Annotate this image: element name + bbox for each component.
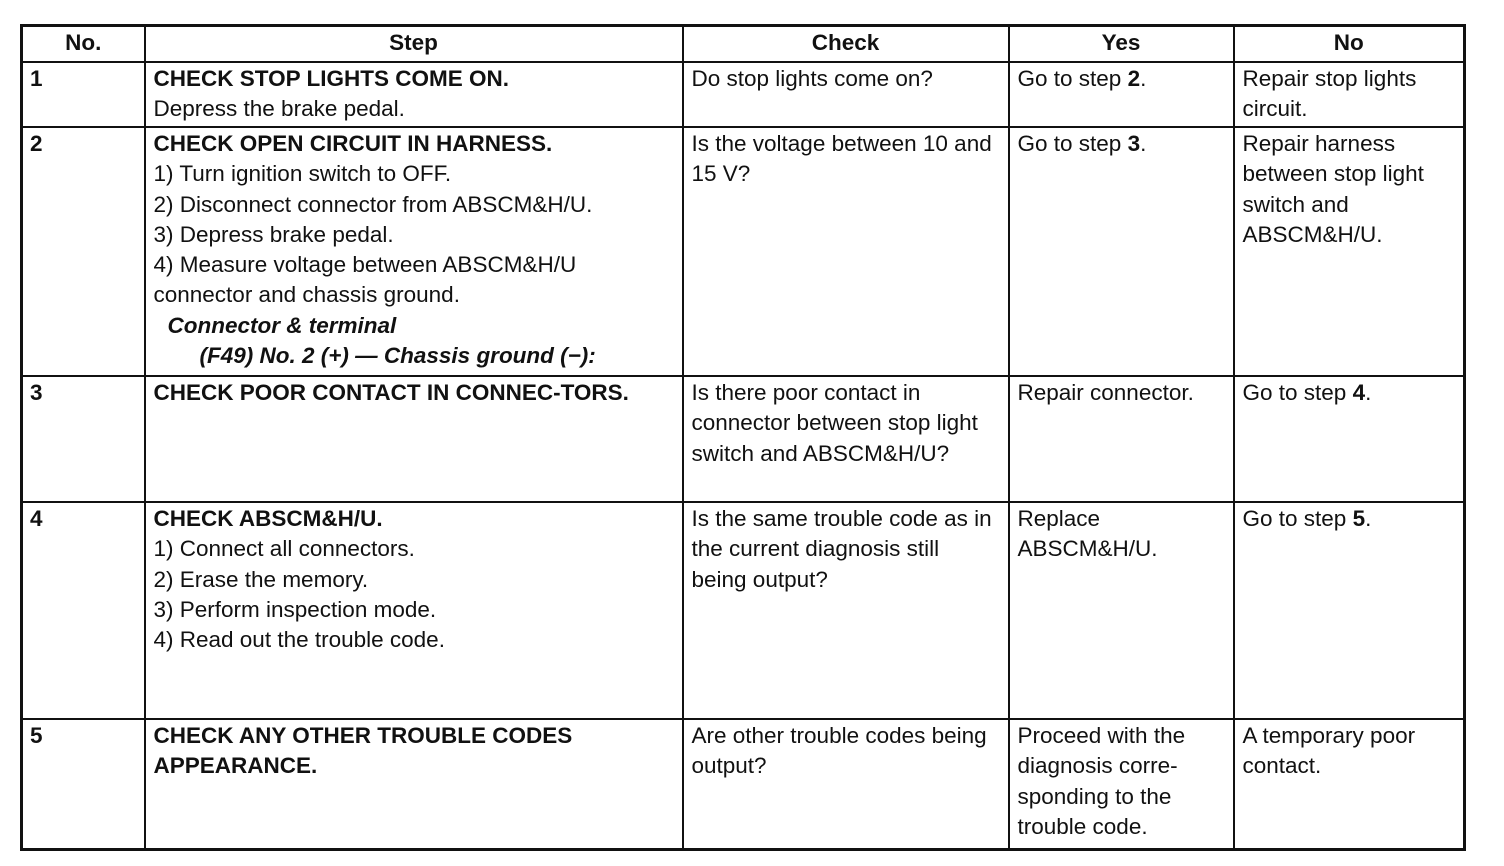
yes-cell: [1009, 127, 1234, 376]
step-line: 4) Read out the trouble code.: [153, 627, 445, 653]
header-check: Check: [683, 26, 1009, 63]
step-line: Depress the brake pedal.: [153, 96, 405, 122]
step-cell: [145, 376, 683, 502]
diagnosis-table: [20, 24, 1466, 851]
step-line: 3) Depress brake pedal.: [153, 221, 394, 247]
no-cell: Repair harness between stop light switch and ABSCM&H/U.: [1234, 127, 1465, 376]
step-title: CHECK ANY OTHER TROUBLE CODES APPEARANCE.: [153, 723, 573, 779]
no-cell: [1234, 376, 1465, 502]
table-row: [22, 719, 1465, 849]
step-cell: [145, 127, 683, 376]
step-line: 2) Disconnect connector from ABSCM&H/U.: [153, 191, 593, 217]
yes-text: Go to step: [1017, 131, 1128, 156]
no-cell: Repair stop lights circuit.: [1234, 62, 1465, 127]
step-cell: [145, 502, 683, 719]
check-cell: Do stop lights come on?: [683, 62, 1009, 127]
yes-cell: Proceed with the diagnosis corre-sponding to the trouble code.: [1009, 719, 1234, 849]
table-row: [22, 502, 1465, 719]
connector-value: (F49) No. 2 (+) — Chassis ground (−):: [199, 343, 596, 369]
step-title: CHECK POOR CONTACT IN CONNEC-TORS.: [153, 380, 629, 405]
header-no-result: No: [1234, 26, 1465, 63]
check-cell: Is the voltage between 10 and 15 V?: [683, 127, 1009, 376]
step-cell: [145, 719, 683, 849]
step-line: 4) Measure voltage between ABSCM&H/U connector and chassis ground.: [153, 252, 577, 308]
step-number: 5: [22, 719, 145, 849]
header-step: Step: [145, 26, 683, 63]
step-title: CHECK OPEN CIRCUIT IN HARNESS.: [153, 131, 553, 156]
no-cell: [1234, 502, 1465, 719]
no-end: .: [1365, 506, 1372, 531]
no-cell: A temporary poor contact.: [1234, 719, 1465, 849]
header-yes: Yes: [1009, 26, 1234, 63]
step-line: 2) Erase the memory.: [153, 566, 369, 592]
check-cell: Is the same trouble code as in the current diagnosis still being output?: [683, 502, 1009, 719]
step-cell: [145, 62, 683, 127]
check-cell: Are other trouble codes being output?: [683, 719, 1009, 849]
check-cell: Is there poor contact in connector between stop light switch and ABSCM&H/U?: [683, 376, 1009, 502]
step-title: CHECK STOP LIGHTS COME ON.: [153, 66, 509, 91]
step-number: 2: [22, 127, 145, 376]
connector-label: Connector & terminal: [167, 312, 397, 338]
step-number: 3: [22, 376, 145, 502]
no-text: Go to step: [1242, 506, 1353, 531]
no-text: Go to step: [1242, 380, 1353, 405]
step-line: 1) Connect all connectors.: [153, 536, 415, 562]
table-row: [22, 127, 1465, 376]
yes-end: .: [1140, 66, 1147, 91]
step-title: CHECK ABSCM&H/U.: [153, 506, 383, 531]
yes-text: Go to step: [1017, 66, 1128, 91]
header-row: [22, 26, 1465, 63]
yes-cell: Replace ABSCM&H/U.: [1009, 502, 1234, 719]
yes-end: .: [1140, 131, 1147, 156]
table-row: [22, 62, 1465, 127]
yes-step-ref: 3: [1127, 131, 1141, 156]
table-row: [22, 376, 1465, 502]
no-step-ref: 4: [1352, 380, 1366, 405]
yes-step-ref: 2: [1127, 66, 1141, 91]
header-no: No.: [22, 26, 145, 63]
step-number: 4: [22, 502, 145, 719]
step-number: 1: [22, 62, 145, 127]
yes-cell: Repair connector.: [1009, 376, 1234, 502]
step-line: 1) Turn ignition switch to OFF.: [153, 161, 452, 187]
step-line: 3) Perform inspection mode.: [153, 596, 437, 622]
yes-cell: [1009, 62, 1234, 127]
no-end: .: [1365, 380, 1372, 405]
no-step-ref: 5: [1352, 506, 1366, 531]
